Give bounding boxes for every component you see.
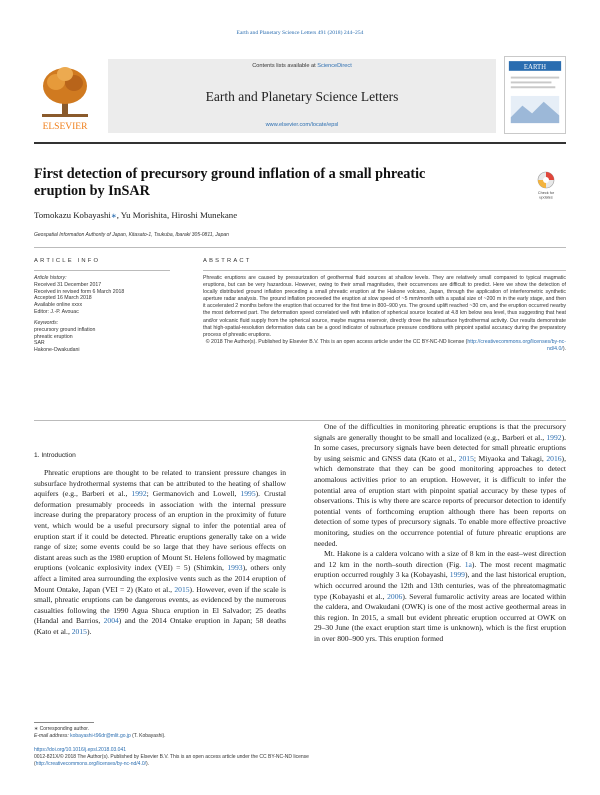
footnote-rule <box>34 722 94 723</box>
contents-available: Contents lists available at ScienceDirect <box>252 63 352 69</box>
license-line: (http://creativecommons.org/licenses/by-nc-nd/4.0/). <box>34 761 150 767</box>
paragraph: Phreatic eruptions are thought to be related to transient pressure changes in subsurface hydrothermal systems that can be attributed to the heating of shallow aquifers (e.g., Barberi et al., 1992; Germanovich and Lowell, 1995). Crustal deformation presumably proceeds in association with the internal pressure increase during the preparatory process of an eruption in the proximity of future vent, which would be a useful precursory signal to infer the potential area of eruption start if it could be detected. Phreatic eruptions generally take on a wide range of size; some events could be so large that they have serious effects on distant areas such as the 1980 eruption of Mount St. Helens followed by magmatic eruptions (volcanic explosivity index (VEI) = 5) (Shimkin, 1993), others only affect a limited area surrounding the explosive vents such as the 2014 eruption of Mount Ontake, Japan (VEI = 2) (Kato et al., 2015). However, even if the scale is small, phreatic eruptions can be dangerous events, as evidenced by the numerous casualties following the 1990 Agua Shuca eruption in El Salvador; 25 deaths (Handal and Barrios, 2004) and the 2014 Ontake eruption in Japan; 58 deaths (Kato et al., 2015). <box>34 468 287 636</box>
citation-link[interactable]: 2015 <box>458 453 474 463</box>
article-info-rule <box>34 270 170 271</box>
journal-title: Earth and Planetary Science Letters <box>205 89 399 104</box>
citation-link[interactable]: 2015 <box>174 584 190 594</box>
citation-link[interactable]: 2004 <box>103 616 119 626</box>
citation-link[interactable]: 2015 <box>71 626 87 636</box>
history-revised: Received in revised form 6 March 2018 <box>34 288 125 295</box>
citation-link[interactable]: 1992 <box>546 432 562 442</box>
svg-text:ELSEVIER: ELSEVIER <box>42 122 88 132</box>
paragraph: Mt. Hakone is a caldera volcano with a size of 8 km in the east–west direction and 12 km in the north–south direction (Fig. 1a). The most recent magmatic eruption occurred roughly 3 ka (Kobayashi, 1999), and the last historical eruption, which occurred around the 12th and 13th centuries, was of the phreatomagmatic type (Kobayashi et al., 2006). Several fumarolic activity areas are located within the caldera, and Owakudani (OWK) is one of the most active geothermal areas in this region. In 2015, a small but evident phreatic eruption occurred at OWK on 29–30 June (the exact eruption start time is unknown), which is the first eruption in over 800–900 yrs. This eruption formed <box>314 549 566 643</box>
journal-masthead <box>34 56 566 138</box>
keyword: SAR <box>34 340 45 347</box>
author-name[interactable]: Hiroshi Munekane <box>171 210 238 220</box>
section-heading-introduction: 1. Introduction <box>34 452 76 459</box>
svg-text:Check for: Check for <box>537 191 555 195</box>
paragraph: One of the difficulties in monitoring phreatic eruptions is that the precursory signals are generally thought to be small and localized (e.g., Barberi et al., 1992). In some cases, precursory signals have been detected for small phreatic eruptions by using seismic and GNSS data (Kato et al., 2015; Miyaoka and Takagi, 2016), which demonstrate that they can be good monitoring approaches to detect anomalous activities prior to an eruption. However, it is difficult to infer the potential area of eruption start with pinpoint spatial accuracy by these types of observations. This is why there are scarce reports of precursor detection to identify potential vents of forthcoming eruption although there has been reports on detection of some types of precursory signals. To enable more effective proactive monitoring, studies on the occurrence potential of future phreatic eruptions are needed. <box>314 422 566 548</box>
keywords <box>34 320 170 354</box>
history-accepted: Accepted 16 March 2018 <box>34 295 92 302</box>
running-head[interactable]: Earth and Planetary Science Letters 491 (2018) 244–254 <box>236 30 364 36</box>
citation-link[interactable]: 1995 <box>240 489 256 499</box>
abstract-block <box>203 275 566 353</box>
citation-link[interactable]: 2016 <box>546 453 562 463</box>
elsevier-logo[interactable] <box>34 56 96 134</box>
article-legal <box>34 747 454 768</box>
author-list: Tomokazu Kobayashi∗, Yu Morishita, Hiroshi Munekane <box>34 210 238 220</box>
keywords-label: Keywords: <box>34 320 59 326</box>
citation-link[interactable]: 1993 <box>227 563 243 573</box>
check-for-updates-badge[interactable] <box>532 170 560 200</box>
body-column-left <box>34 468 286 638</box>
license-link[interactable]: http://creativecommons.org/licenses/by-nc-nd/4.0/ <box>467 338 566 352</box>
author-name[interactable]: Yu Morishita <box>120 210 167 220</box>
svg-text:updates: updates <box>539 195 553 200</box>
abstract-heading: ABSTRACT <box>203 258 252 264</box>
masthead-banner <box>108 59 496 133</box>
history-label: Article history: <box>34 275 67 281</box>
journal-url-link[interactable]: www.elsevier.com/locate/epsl <box>265 122 339 128</box>
citation-link[interactable]: 1999 <box>449 570 465 580</box>
header-rule <box>34 247 566 248</box>
keyword: phreatic eruption <box>34 333 73 340</box>
article-history <box>34 275 170 316</box>
email-link[interactable]: kobayashi-t96dr@mlit.go.jp <box>70 733 131 739</box>
article-info-heading: ARTICLE INFO <box>34 258 101 264</box>
citation-link[interactable]: 1992 <box>131 489 147 499</box>
sciencedirect-link[interactable]: ScienceDirect <box>317 63 352 69</box>
history-received: Received 31 December 2017 <box>34 281 102 288</box>
citation-link[interactable]: 2006 <box>387 591 403 601</box>
keyword: precursory ground inflation <box>34 326 96 333</box>
abstract-rule <box>203 270 566 271</box>
figure-link[interactable]: 1a <box>464 559 472 569</box>
doi-link[interactable]: https://doi.org/10.1016/j.epsl.2018.03.041 <box>34 747 127 753</box>
journal-cover-thumbnail[interactable] <box>504 56 566 134</box>
abstract-bottom-rule <box>34 420 566 421</box>
copyright-line: 0012-821X/© 2018 The Author(s). Published by Elsevier B.V. This is an open access article under the CC BY-NC-ND license <box>34 754 309 760</box>
svg-text:EARTH: EARTH <box>523 63 547 71</box>
email-note: E-mail address: kobayashi-t96dr@mlit.go.jp (T. Kobayashi). <box>34 733 166 739</box>
check-for-updates-icon <box>538 172 554 188</box>
abstract-license: © 2018 The Author(s). Published by Elsevier B.V. This is an open access article under the CC BY-NC-ND license (http://creativecommons.org/licenses/by-nc-nd/4.0/). <box>205 338 566 352</box>
license-link[interactable]: http://creativecommons.org/licenses/by-nc-nd/4.0/ <box>35 761 146 767</box>
history-online: Available online xxxx <box>34 302 83 309</box>
abstract-text: Phreatic eruptions are caused by pressurization of geothermal fluid sources at shallow levels. They are relatively small compared to typical magmatic eruptions, but can be very hazardous. However, owing to their small magnitudes, their occurrences are difficult to predict. Here we show the detection of locally distributed ground inflation preceding a small phreatic eruption at the Hakone volcano, Japan, through the application of interferometric synthetic aperture radar analysis. The ground inflation proceeded the eruption at slow speed of ~5 mm/month with a spatial size of ~200 m in the early stage, and then it accelerated 2 months before the eruption that occurred for the first time in 800–900 yrs. The ground uplift reached ~30 cm, and the eruption occurred nearby the most deformed part. The deformation speed correlated well with inflation of spherical source located at 4.8 km below sea level, thus suggesting that heat and/or volcanic fluid supply from the spherical source, maybe magma reservoir, directly drove the subsurface hydrothermal activity. Our results demonstrate that high-spatial-resolution deformation data can be a good indicator of subsurface pressure conditions with pinpoint spatial accuracy during the preparatory process of phreatic eruptions. <box>203 275 566 338</box>
affiliation: Geospatial Information Authority of Japan, Kitasato-1, Tsukuba, Ibaraki 305-0811, Japan <box>34 232 229 238</box>
corresponding-author-mark[interactable]: ∗ <box>110 212 117 220</box>
masthead-rule <box>34 142 566 144</box>
body-column-right <box>314 422 566 644</box>
keyword: Hakone-Owakudani <box>34 347 80 354</box>
history-editor: Editor: J.-P. Avouac <box>34 308 79 315</box>
article-title: First detection of precursory ground inflation of a small phreatic eruption by InSAR <box>34 166 426 199</box>
corresponding-author-note: ∗ Corresponding author. <box>34 726 90 732</box>
author-name[interactable]: Tomokazu Kobayashi <box>34 210 111 220</box>
